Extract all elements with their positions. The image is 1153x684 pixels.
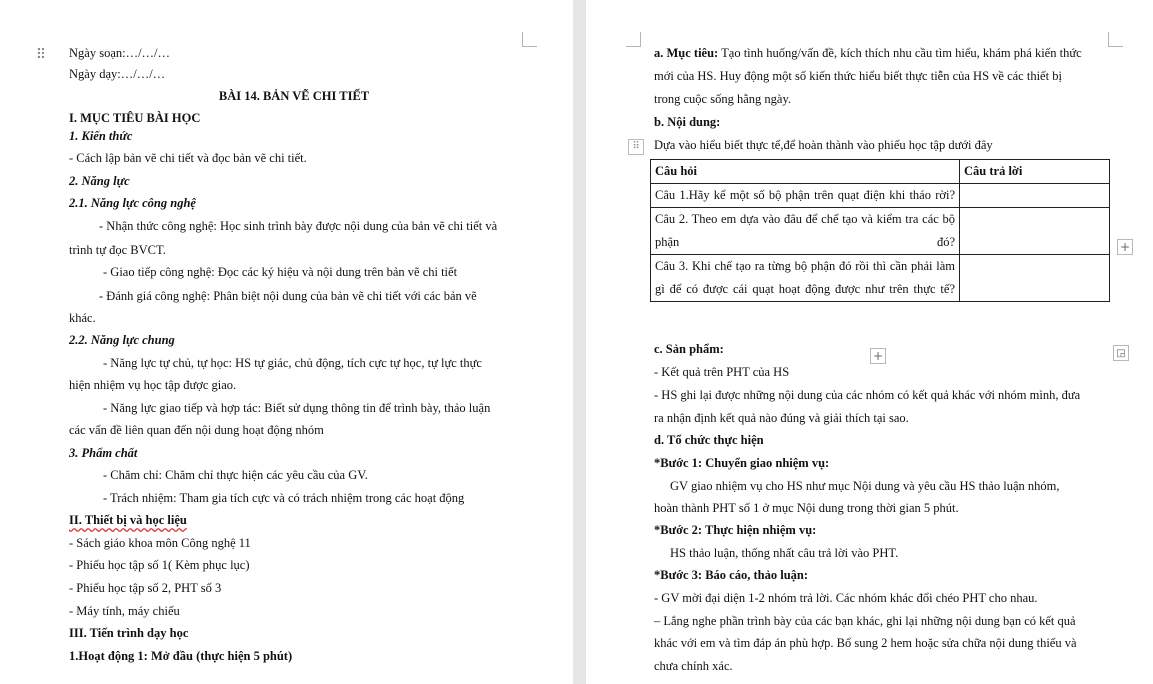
heading-objectives: I. MỤC TIÊU BÀI HỌC <box>69 111 201 125</box>
text-line: các vấn đề liên quan đến nội dung hoạt động nhóm <box>69 423 324 437</box>
heading-step-1: *Bước 1: Chuyển giao nhiệm vụ: <box>654 456 830 470</box>
text-line: GV giao nhiệm vụ cho HS như mục Nội dung và yêu cầu HS thảo luận nhóm, <box>670 479 1060 493</box>
margin-corner-mark <box>1108 32 1123 47</box>
margin-corner-mark <box>522 32 537 47</box>
table-header-row <box>651 160 1110 184</box>
text-line: - HS ghi lại được những nội dung của các nhóm có kết quả khác với nhóm mình, đưa <box>654 388 1081 402</box>
question-cell[interactable]: Câu 3. Khi chế tạo ra từng bộ phận đó rồi thì cần phải làm gì để có được cái quạt hoạt động được như trên thực tế? <box>651 255 960 302</box>
document-page-left <box>0 0 573 684</box>
add-column-icon[interactable]: + <box>1117 239 1133 255</box>
text-line: mới của HS. Huy động một số kiến thức hiểu biết thực tiễn của HS về các thiết bị <box>654 69 1062 83</box>
table-resize-icon[interactable]: ◲ <box>1113 345 1129 361</box>
objective-label: a. Mục tiêu: <box>654 46 719 60</box>
text-line: - GV mời đại diện 1-2 nhóm trả lời. Các nhóm khác đổi chéo PHT cho nhau. <box>654 591 1038 605</box>
objective-line <box>654 45 1082 61</box>
text-line: - Cách lập bản vẽ chi tiết và đọc bản vẽ chi tiết. <box>69 151 307 165</box>
text-line: - Năng lực giao tiếp và hợp tác: Biết sử dụng thông tin để trình bày, thảo luận <box>103 401 491 415</box>
question-cell[interactable]: Câu 1.Hãy kể một số bộ phận trên quạt điện khi tháo rời? <box>651 184 960 208</box>
heading-content: b. Nội dung: <box>654 115 721 129</box>
heading-competence: 2. Năng lực <box>69 174 130 188</box>
text-line: ra nhận định kết quả nào đúng và giải thích tại sao. <box>654 411 909 425</box>
text-line: Dựa vào hiểu biết thực tế,để hoàn thành vào phiếu học tập dưới đây <box>654 138 993 152</box>
table-row <box>651 184 1110 208</box>
heading-process: III. Tiến trình dạy học <box>69 626 189 640</box>
table-move-handle-icon[interactable]: ⠿ <box>628 139 644 155</box>
text-line: khác. <box>69 311 96 325</box>
text-line: - Máy tính, máy chiếu <box>69 604 180 618</box>
heading-organization: d. Tổ chức thực hiện <box>654 433 764 447</box>
heading-product: c. Sản phẩm: <box>654 342 724 356</box>
text-line: trình tự đọc BVCT. <box>69 243 166 257</box>
document-page-right <box>586 0 1153 684</box>
heading-step-3: *Bước 3: Báo cáo, thảo luận: <box>654 568 809 582</box>
date-taught: Ngày dạy:…/…/… <box>69 67 166 81</box>
drag-handle-icon[interactable]: ⠿ <box>35 47 47 63</box>
question-cell[interactable]: Câu 2. Theo em dựa vào đâu để chế tạo và kiểm tra các bộ phận đó? <box>651 208 960 255</box>
heading-qualities: 3. Phẩm chất <box>69 446 138 460</box>
table-row <box>651 255 1110 302</box>
add-row-icon[interactable]: + <box>870 348 886 364</box>
text-line: - Phiếu học tập số 2, PHT số 3 <box>69 581 222 595</box>
text-line: HS thảo luận, thống nhất câu trả lời vào PHT. <box>670 546 899 560</box>
heading-step-2: *Bước 2: Thực hiện nhiệm vụ: <box>654 523 817 537</box>
header-answer: Câu trả lời <box>960 160 1110 184</box>
text-line: - Trách nhiệm: Tham gia tích cực và có trách nhiệm trong các hoạt động <box>103 491 465 505</box>
lesson-title: BÀI 14. BẢN VẼ CHI TIẾT <box>218 89 370 103</box>
header-question: Câu hỏi <box>651 160 960 184</box>
margin-corner-mark <box>626 32 641 47</box>
text-line: - Giao tiếp công nghệ: Đọc các ký hiệu và nội dung trên bản vẽ chi tiết <box>103 265 458 279</box>
heading-general-competence: 2.2. Năng lực chung <box>69 333 175 347</box>
worksheet-table <box>650 159 1110 302</box>
text-line: chưa chính xác. <box>654 659 733 673</box>
text-line: - Chăm chỉ: Chăm chỉ thực hiện các yêu cầu của GV. <box>103 468 368 482</box>
text-line: khác với em và tìm đáp án phù hợp. Bổ sung 2 hem hoặc sửa chữa nội dung thiếu và <box>654 636 1077 650</box>
answer-cell[interactable] <box>960 208 1110 255</box>
objective-text: Tạo tình huống/vấn đề, kích thích nhu cầu tìm hiểu, khám phá kiến thức <box>718 46 1082 60</box>
text-line: hiện nhiệm vụ học tập được giao. <box>69 378 237 392</box>
answer-cell[interactable] <box>960 184 1110 208</box>
text-line: hoàn thành PHT số 1 ở mục Nội dung trong thời gian 5 phút. <box>654 501 959 515</box>
heading-knowledge: 1. Kiến thức <box>69 129 133 143</box>
date-prepared: Ngày soạn:…/…/… <box>69 46 171 60</box>
text-line: - Kết quả trên PHT của HS <box>654 365 790 379</box>
table-row <box>651 208 1110 255</box>
text-line: - Nhận thức công nghệ: Học sinh trình bày được nội dung của bản vẽ chi tiết và <box>99 219 498 233</box>
heading-activity-1: 1.Hoạt động 1: Mở đầu (thực hiện 5 phút) <box>69 649 293 663</box>
text-line: - Phiếu học tập số 1( Kèm phục lục) <box>69 558 250 572</box>
text-line: – Lắng nghe phần trình bày của các bạn khác, ghi lại những nội dung bạn có kết quả <box>654 614 1076 628</box>
answer-cell[interactable] <box>960 255 1110 302</box>
heading-tech-competence: 2.1. Năng lực công nghệ <box>69 196 196 210</box>
text-line: trong cuộc sống hằng ngày. <box>654 92 792 106</box>
heading-equipment: II. Thiết bị và học liệu <box>69 513 187 527</box>
text-line: - Đánh giá công nghệ: Phân biệt nội dung của bản vẽ chi tiết với các bản vẽ <box>99 289 477 303</box>
text-line: - Năng lực tự chủ, tự học: HS tự giác, chủ động, tích cực tự học, tự lực thực <box>103 356 482 370</box>
text-line: - Sách giáo khoa môn Công nghệ 11 <box>69 536 251 550</box>
